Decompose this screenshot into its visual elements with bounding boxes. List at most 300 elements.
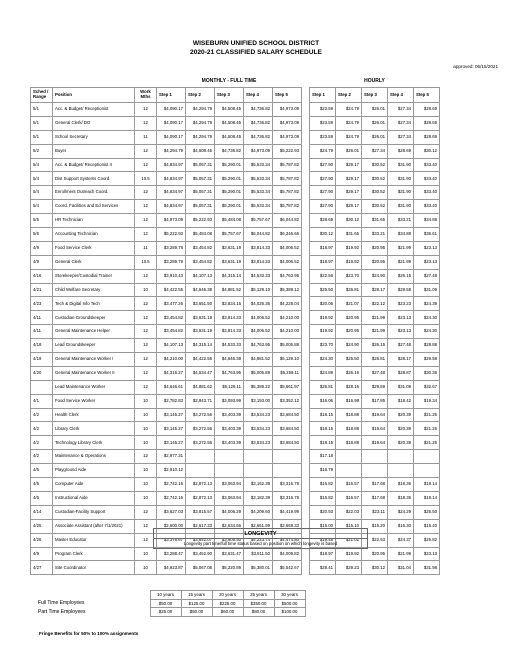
monthly-salary-cell: $3,272.56 — [186, 436, 215, 450]
range-cell: 4/25 — [31, 519, 53, 533]
monthly-salary-cell: $5,057.31 — [186, 158, 215, 172]
monthly-salary-cell: $3,631.47 — [215, 547, 244, 561]
hourly-rate-cell: $29.59 — [362, 380, 388, 394]
table-row — [31, 436, 440, 450]
monthly-salary-cell: $4,316.27 — [157, 366, 186, 380]
hourly-step-header: Step 5 — [414, 88, 440, 103]
monthly-salary-cell: $4,107.13 — [157, 339, 186, 353]
hourly-rate-cell: $24.79 — [310, 144, 336, 158]
table-row — [31, 380, 440, 394]
monthly-salary-cell: $3,534.23 — [244, 422, 273, 436]
monthly-salary-cell — [273, 450, 302, 464]
monthly-salary-cell: $4,736.82 — [244, 130, 273, 144]
monthly-salary-cell: $4,973.09 — [273, 116, 302, 130]
part-time-amount: $25.00 — [150, 608, 181, 617]
hourly-rate-cell: $23.70 — [336, 269, 362, 283]
table-row — [31, 311, 440, 325]
hourly-rate-cell: $26.15 — [388, 269, 414, 283]
part-time-label: Part Time Employees — [38, 608, 86, 615]
hourly-rate-cell: $19.92 — [336, 241, 362, 255]
table-row — [31, 297, 440, 311]
hourly-rate-cell — [362, 464, 388, 478]
range-cell — [31, 380, 53, 394]
work-months-cell: 12 — [135, 353, 157, 367]
monthly-salary-cell: $4,508.45 — [215, 130, 244, 144]
hourly-rate-cell: $30.52 — [362, 172, 388, 186]
hourly-rate-cell: $33.40 — [414, 172, 440, 186]
monthly-salary-cell: $3,145.27 — [157, 436, 186, 450]
table-row — [31, 186, 440, 200]
hourly-rate-cell: $15.20 — [362, 519, 388, 533]
range-cell: 4/9 — [31, 255, 53, 269]
hourly-rate-cell: $23.13 — [414, 547, 440, 561]
monthly-salary-cell: $3,272.56 — [186, 422, 215, 436]
monthly-salary-cell: $4,107.13 — [186, 269, 215, 283]
monthly-salary-cell: $5,067.08 — [186, 561, 215, 575]
position-cell: School Secretary — [53, 130, 135, 144]
longevity-title: LONGEVITY — [154, 529, 367, 539]
monthly-salary-cell: $3,631.19 — [215, 255, 244, 269]
part-time-amount: $60.00 — [212, 608, 243, 617]
hourly-rate-cell: $28.17 — [388, 353, 414, 367]
monthly-salary-cell: $5,222.93 — [273, 144, 302, 158]
monthly-salary-cell: $5,005.89 — [244, 366, 273, 380]
monthly-salary-cell: $3,814.33 — [244, 241, 273, 255]
monthly-salary-cell: $3,477.26 — [157, 297, 186, 311]
longevity-years: 20 years — [212, 591, 243, 600]
hourly-rate-cell: $16.79 — [310, 464, 336, 478]
monthly-salary-cell: $5,389.12 — [273, 283, 302, 297]
monthly-salary-cell: $5,222.93 — [186, 214, 215, 228]
monthly-salary-cell: $3,814.33 — [244, 255, 273, 269]
hourly-rate-cell: $33.40 — [414, 186, 440, 200]
monthly-salary-cell: $5,259.11 — [273, 366, 302, 380]
hourly-rate-cell: $29.17 — [336, 158, 362, 172]
table-row — [31, 172, 440, 186]
hourly-rate-cell: $36.61 — [414, 228, 440, 242]
monthly-step-header: Step 4 — [244, 88, 273, 103]
table-row — [31, 394, 440, 408]
work-months-cell: 10 — [135, 478, 157, 492]
work-months-cell: 10 — [135, 464, 157, 478]
position-cell: Buyer — [53, 144, 135, 158]
monthly-salary-cell: $3,063.94 — [215, 478, 244, 492]
work-months-cell: 11 — [135, 130, 157, 144]
hourly-rate-cell: $19.92 — [336, 547, 362, 561]
hourly-rate-cell: $26.81 — [362, 353, 388, 367]
range-cell: 5/1 — [31, 130, 53, 144]
hourly-rate-cell: $31.98 — [414, 561, 440, 575]
monthly-salary-cell: $2,669.33 — [273, 519, 302, 533]
monthly-salary-cell: $4,006.52 — [273, 241, 302, 255]
table-row — [31, 505, 440, 519]
hourly-rate-cell: $31.65 — [362, 214, 388, 228]
monthly-salary-cell: $4,646.61 — [157, 380, 186, 394]
hourly-rate-cell: $27.90 — [310, 172, 336, 186]
hourly-rate-cell: $28.69 — [388, 144, 414, 158]
monthly-salary-cell: $5,533.34 — [244, 172, 273, 186]
monthly-salary-cell: $4,508.45 — [215, 116, 244, 130]
hourly-rate-cell: $18.36 — [388, 491, 414, 505]
range-cell: 4/2 — [31, 436, 53, 450]
sched-range-header: Sched / Range — [31, 88, 53, 103]
hourly-rate-cell: $18.42 — [388, 394, 414, 408]
table-row — [31, 353, 440, 367]
hourly-rate-cell: $33.21 — [388, 214, 414, 228]
hourly-rate-cell: $21.99 — [362, 311, 388, 325]
position-cell: General Maintenance Worker I — [53, 353, 135, 367]
work-months-cell: 12 — [135, 505, 157, 519]
hourly-rate-cell: $31.04 — [388, 561, 414, 575]
hourly-rate-cell: $24.90 — [336, 339, 362, 353]
hourly-rate-cell: $28.87 — [388, 366, 414, 380]
hourly-group-header: HOURLY — [364, 77, 385, 84]
work-months-cell: 10 — [135, 394, 157, 408]
monthly-salary-cell — [215, 464, 244, 478]
hourly-rate-cell: $18.97 — [310, 255, 336, 269]
hourly-rate-cell: $16.98 — [336, 394, 362, 408]
range-cell: 4/23 — [31, 297, 53, 311]
position-cell: Program Clerk — [53, 547, 135, 561]
table-row — [31, 450, 440, 464]
monthly-salary-cell: $3,316.78 — [273, 491, 302, 505]
monthly-salary-cell: $4,315.14 — [215, 269, 244, 283]
monthly-salary-cell: $3,316.78 — [273, 478, 302, 492]
hourly-rate-cell: $34.88 — [388, 228, 414, 242]
hourly-step-header: Step 4 — [388, 88, 414, 103]
hourly-rate-cell — [414, 450, 440, 464]
monthly-salary-cell: $3,642.07 — [186, 533, 215, 547]
position-cell: HR Technician — [53, 214, 135, 228]
hourly-rate-cell: $21.26 — [414, 422, 440, 436]
monthly-salary-cell: $4,834.97 — [157, 186, 186, 200]
range-cell: 5/4 — [31, 186, 53, 200]
monthly-salary-cell: $4,009.82 — [273, 547, 302, 561]
hourly-rate-cell: $19.14 — [414, 491, 440, 505]
work-months-cell: 12 — [135, 366, 157, 380]
monthly-salary-cell: $3,454.82 — [157, 311, 186, 325]
monthly-salary-cell: $4,646.38 — [215, 353, 244, 367]
monthly-salary-cell: $4,210.00 — [273, 325, 302, 339]
hourly-rate-cell: $27.48 — [388, 339, 414, 353]
monthly-salary-cell: $4,834.97 — [157, 200, 186, 214]
hourly-rate-cell: $23.59 — [310, 130, 336, 144]
monthly-salary-cell: $5,661.97 — [273, 380, 302, 394]
hourly-rate-cell: $30.36 — [414, 366, 440, 380]
monthly-salary-cell: $4,834.97 — [157, 158, 186, 172]
hourly-rate-cell: $26.81 — [310, 380, 336, 394]
monthly-salary-cell: $2,872.13 — [186, 491, 215, 505]
monthly-salary-cell: $3,145.27 — [157, 408, 186, 422]
range-cell: 4/14 — [31, 505, 53, 519]
work-months-cell: 12 — [135, 103, 157, 117]
hourly-rate-cell: $19.34 — [414, 394, 440, 408]
monthly-salary-cell: $4,533.33 — [244, 269, 273, 283]
work-months-cell: 12 — [135, 380, 157, 394]
range-cell: 4/2 — [31, 408, 53, 422]
table-row — [31, 478, 440, 492]
hourly-rate-cell: $22.56 — [310, 269, 336, 283]
hourly-rate-cell: $27.90 — [310, 158, 336, 172]
position-cell: Accounting Technician — [53, 228, 135, 242]
position-cell: Storekeeper/Custodial Trainer — [53, 269, 135, 283]
monthly-salary-cell: $2,651.99 — [244, 519, 273, 533]
hourly-rate-cell: $27.34 — [388, 103, 414, 117]
range-cell: 4/6 — [31, 491, 53, 505]
hourly-rate-cell: $28.69 — [414, 130, 440, 144]
range-cell: 5/4 — [31, 200, 53, 214]
position-cell: Acc. & Budget/ Receptionist II — [53, 158, 135, 172]
monthly-salary-cell: $3,162.39 — [244, 478, 273, 492]
monthly-salary-cell: $3,063.94 — [215, 491, 244, 505]
monthly-salary-cell: $5,484.08 — [186, 228, 215, 242]
hourly-rate-cell: $30.52 — [362, 200, 388, 214]
monthly-salary-cell: $4,508.45 — [186, 144, 215, 158]
monthly-salary-cell: $5,005.88 — [273, 339, 302, 353]
table-row — [31, 547, 440, 561]
hourly-rate-cell: $27.90 — [310, 186, 336, 200]
hourly-rate-cell: $20.39 — [388, 408, 414, 422]
monthly-salary-cell: $5,057.31 — [186, 172, 215, 186]
longevity-section — [153, 528, 368, 549]
hourly-rate-cell: $24.30 — [414, 311, 440, 325]
range-cell: 4/21 — [31, 283, 53, 297]
range-cell: 4/11 — [31, 311, 53, 325]
hourly-rate-cell: $20.39 — [388, 422, 414, 436]
hourly-rate-cell: $22.12 — [362, 297, 388, 311]
full-time-amount: $50.00 — [150, 599, 181, 608]
hourly-rate-cell: $31.90 — [388, 158, 414, 172]
monthly-salary-cell: $2,634.66 — [215, 519, 244, 533]
position-cell: Site Coordinator — [53, 561, 135, 575]
position-cell: Computer Aide — [53, 478, 135, 492]
salary-table — [30, 75, 440, 575]
hourly-rate-cell: $16.57 — [336, 478, 362, 492]
monthly-salary-cell: $3,093.99 — [215, 394, 244, 408]
monthly-salary-cell: $4,209.60 — [244, 505, 273, 519]
hourly-rate-cell: $23.23 — [388, 297, 414, 311]
hourly-rate-cell: $25.50 — [336, 353, 362, 367]
range-cell: 5/1 — [31, 116, 53, 130]
table-row — [31, 269, 440, 283]
monthly-salary-cell: $6,044.82 — [244, 228, 273, 242]
position-cell: Lead Groundskeeper — [53, 339, 135, 353]
monthly-salary-cell: $5,222.93 — [157, 228, 186, 242]
fringe-benefits-note: Fringe Benefits for 50% to 100% assignments — [39, 631, 139, 636]
work-months-cell: 12 — [135, 269, 157, 283]
table-row — [31, 214, 440, 228]
range-cell: 4/1 — [31, 394, 53, 408]
position-cell: Tech & Digital Info Tech — [53, 297, 135, 311]
monthly-salary-cell: $4,210.00 — [157, 353, 186, 367]
longevity-years: 10 years — [150, 591, 181, 600]
hourly-rate-cell: $21.07 — [336, 297, 362, 311]
hourly-rate-cell: $19.92 — [336, 255, 362, 269]
hourly-rate-cell: $24.89 — [310, 366, 336, 380]
monthly-step-header: Step 2 — [186, 88, 215, 103]
table-row — [31, 464, 440, 478]
monthly-group-header: MONTHLY - FULL TIME — [201, 77, 257, 84]
hourly-rate-cell: $25.50 — [310, 283, 336, 297]
hourly-rate-cell: $24.37 — [388, 533, 414, 547]
monthly-salary-cell — [215, 450, 244, 464]
monthly-salary-cell: $5,389.22 — [244, 380, 273, 394]
hourly-rate-cell: $26.01 — [362, 103, 388, 117]
hourly-rate-cell: $17.18 — [310, 450, 336, 464]
monthly-salary-cell: $2,910.12 — [157, 464, 186, 478]
monthly-salary-cell: $3,182.39 — [244, 491, 273, 505]
monthly-salary-cell: $4,763.95 — [215, 366, 244, 380]
hourly-rate-cell: $28.69 — [310, 214, 336, 228]
position-cell: Food Service Worker — [53, 394, 135, 408]
position-cell: Lead Maintenance Worker — [53, 380, 135, 394]
hourly-rate-cell: $27.48 — [414, 269, 440, 283]
hourly-rate-cell: $15.30 — [388, 519, 414, 533]
monthly-salary-cell: $3,352.12 — [273, 394, 302, 408]
table-row — [31, 408, 440, 422]
hourly-rate-cell: $15.40 — [414, 519, 440, 533]
hourly-rate-cell: $18.88 — [336, 436, 362, 450]
hourly-rate-cell: $30.12 — [414, 144, 440, 158]
position-cell: Dist Support Systems Coord. — [53, 172, 135, 186]
table-row — [31, 561, 440, 575]
hourly-rate-cell: $19.92 — [310, 311, 336, 325]
hourly-rate-cell: $15.82 — [310, 478, 336, 492]
position-cell: Health Clerk — [53, 408, 135, 422]
hourly-rate-cell: $21.99 — [362, 325, 388, 339]
monthly-salary-cell: $3,376.67 — [157, 533, 186, 547]
monthly-salary-cell: $5,787.82 — [273, 158, 302, 172]
range-cell: 5/1 — [31, 103, 53, 117]
monthly-salary-cell: $3,289.78 — [157, 255, 186, 269]
hourly-rate-cell: $30.52 — [362, 186, 388, 200]
hourly-rate-cell: $18.97 — [310, 547, 336, 561]
hourly-rate-cell: $29.58 — [414, 353, 440, 367]
monthly-salary-cell: $3,631.19 — [186, 325, 215, 339]
work-months-cell: 12 — [135, 325, 157, 339]
range-cell: 5/4 — [31, 158, 53, 172]
hourly-rate-cell: $24.29 — [388, 505, 414, 519]
monthly-step-header: Step 1 — [157, 88, 186, 103]
monthly-salary-cell: $4,834.97 — [157, 172, 186, 186]
work-months-cell: 12 — [135, 186, 157, 200]
range-cell: 4/20 — [31, 366, 53, 380]
approved-date: approved: 06/15/2021 — [453, 64, 498, 69]
monthly-salary-cell — [244, 464, 273, 478]
hourly-rate-cell: $24.79 — [336, 130, 362, 144]
table-row — [31, 339, 440, 353]
hourly-rate-cell: $18.15 — [310, 436, 336, 450]
position-cell: Technology Library Clerk — [53, 436, 135, 450]
monthly-salary-cell: $3,814.33 — [215, 325, 244, 339]
longevity-years: 25 years — [243, 591, 274, 600]
hourly-rate-cell: $19.14 — [414, 478, 440, 492]
monthly-salary-cell: $4,736.82 — [215, 144, 244, 158]
monthly-salary-cell: $4,474.80 — [273, 533, 302, 547]
range-cell: 5/2 — [31, 144, 53, 158]
monthly-salary-cell: $2,782.83 — [157, 394, 186, 408]
hourly-rate-cell: $21.99 — [388, 241, 414, 255]
longevity-table — [36, 590, 306, 617]
part-time-amount: $80.00 — [243, 608, 274, 617]
monthly-salary-cell: $4,026.36 — [244, 297, 273, 311]
position-cell: General Clerk/ DO — [53, 116, 135, 130]
range-cell: 4/11 — [31, 325, 53, 339]
monthly-salary-cell: $4,006.52 — [273, 255, 302, 269]
hourly-rate-cell: $33.40 — [414, 158, 440, 172]
full-time-label: Full Time Employees — [38, 600, 85, 607]
table-row — [31, 491, 440, 505]
work-months-cell: 12 — [135, 158, 157, 172]
hourly-rate-cell: $28.16 — [336, 380, 362, 394]
part-time-amount: $50.00 — [181, 608, 212, 617]
monthly-salary-cell: $5,533.34 — [244, 200, 273, 214]
monthly-salary-cell: $4,763.95 — [273, 269, 302, 283]
work-months-cell: 10 — [135, 422, 157, 436]
hourly-rate-cell: $25.82 — [414, 533, 440, 547]
hourly-rate-cell: $20.95 — [362, 241, 388, 255]
hourly-rate-cell: $31.90 — [388, 172, 414, 186]
hourly-rate-cell: $27.34 — [388, 130, 414, 144]
full-time-amount: $350.00 — [243, 599, 274, 608]
monthly-salary-cell: $3,145.27 — [157, 422, 186, 436]
hourly-rate-cell: $23.13 — [388, 325, 414, 339]
work-months-cell: 12 — [135, 339, 157, 353]
work-months-cell: 12 — [135, 228, 157, 242]
hourly-rate-cell: $30.12 — [310, 228, 336, 242]
hourly-step-header: Step 2 — [336, 88, 362, 103]
hourly-rate-cell: $20.06 — [310, 297, 336, 311]
part-time-amount: $100.00 — [274, 608, 305, 617]
monthly-salary-cell: $4,210.00 — [273, 311, 302, 325]
hourly-rate-cell: $23.11 — [362, 505, 388, 519]
longevity-years: 15 years — [181, 591, 212, 600]
table-row — [31, 422, 440, 436]
hourly-rate-cell: $26.16 — [336, 366, 362, 380]
monthly-salary-cell: $4,315.14 — [186, 339, 215, 353]
monthly-salary-cell: $3,684.50 — [273, 422, 302, 436]
monthly-salary-cell: $3,454.82 — [186, 255, 215, 269]
range-cell: 4/9 — [31, 547, 53, 561]
hourly-rate-cell: $27.90 — [310, 200, 336, 214]
monthly-salary-cell: $4,881.52 — [244, 353, 273, 367]
hourly-rate-cell: $27.34 — [362, 144, 388, 158]
monthly-salary-cell: $5,290.01 — [215, 158, 244, 172]
monthly-salary-cell: $5,533.34 — [244, 186, 273, 200]
full-time-amount: $125.00 — [181, 599, 212, 608]
hourly-rate-cell: $23.13 — [388, 311, 414, 325]
full-time-amount: $500.00 — [274, 599, 305, 608]
hourly-rate-cell: $24.39 — [414, 297, 440, 311]
hourly-rate-cell: $30.52 — [362, 158, 388, 172]
hourly-rate-cell: $23.59 — [310, 103, 336, 117]
monthly-salary-cell: $4,223.74 — [244, 533, 273, 547]
hourly-rate-cell: $18.15 — [310, 422, 336, 436]
position-cell: Enrollment Outreach Coord. — [53, 186, 135, 200]
hourly-rate-cell: $24.79 — [336, 103, 362, 117]
monthly-salary-cell: $5,290.01 — [215, 186, 244, 200]
work-months-cell: 12 — [135, 519, 157, 533]
monthly-step-header: Step 3 — [215, 88, 244, 103]
table-row — [31, 158, 440, 172]
work-months-cell: 12 — [135, 214, 157, 228]
hourly-rate-cell: $22.53 — [362, 533, 388, 547]
longevity-years: 30 years — [274, 591, 305, 600]
monthly-salary-cell: $3,289.78 — [157, 241, 186, 255]
table-row — [31, 103, 440, 117]
monthly-salary-cell: $3,288.47 — [157, 547, 186, 561]
monthly-salary-cell: $4,736.82 — [244, 103, 273, 117]
